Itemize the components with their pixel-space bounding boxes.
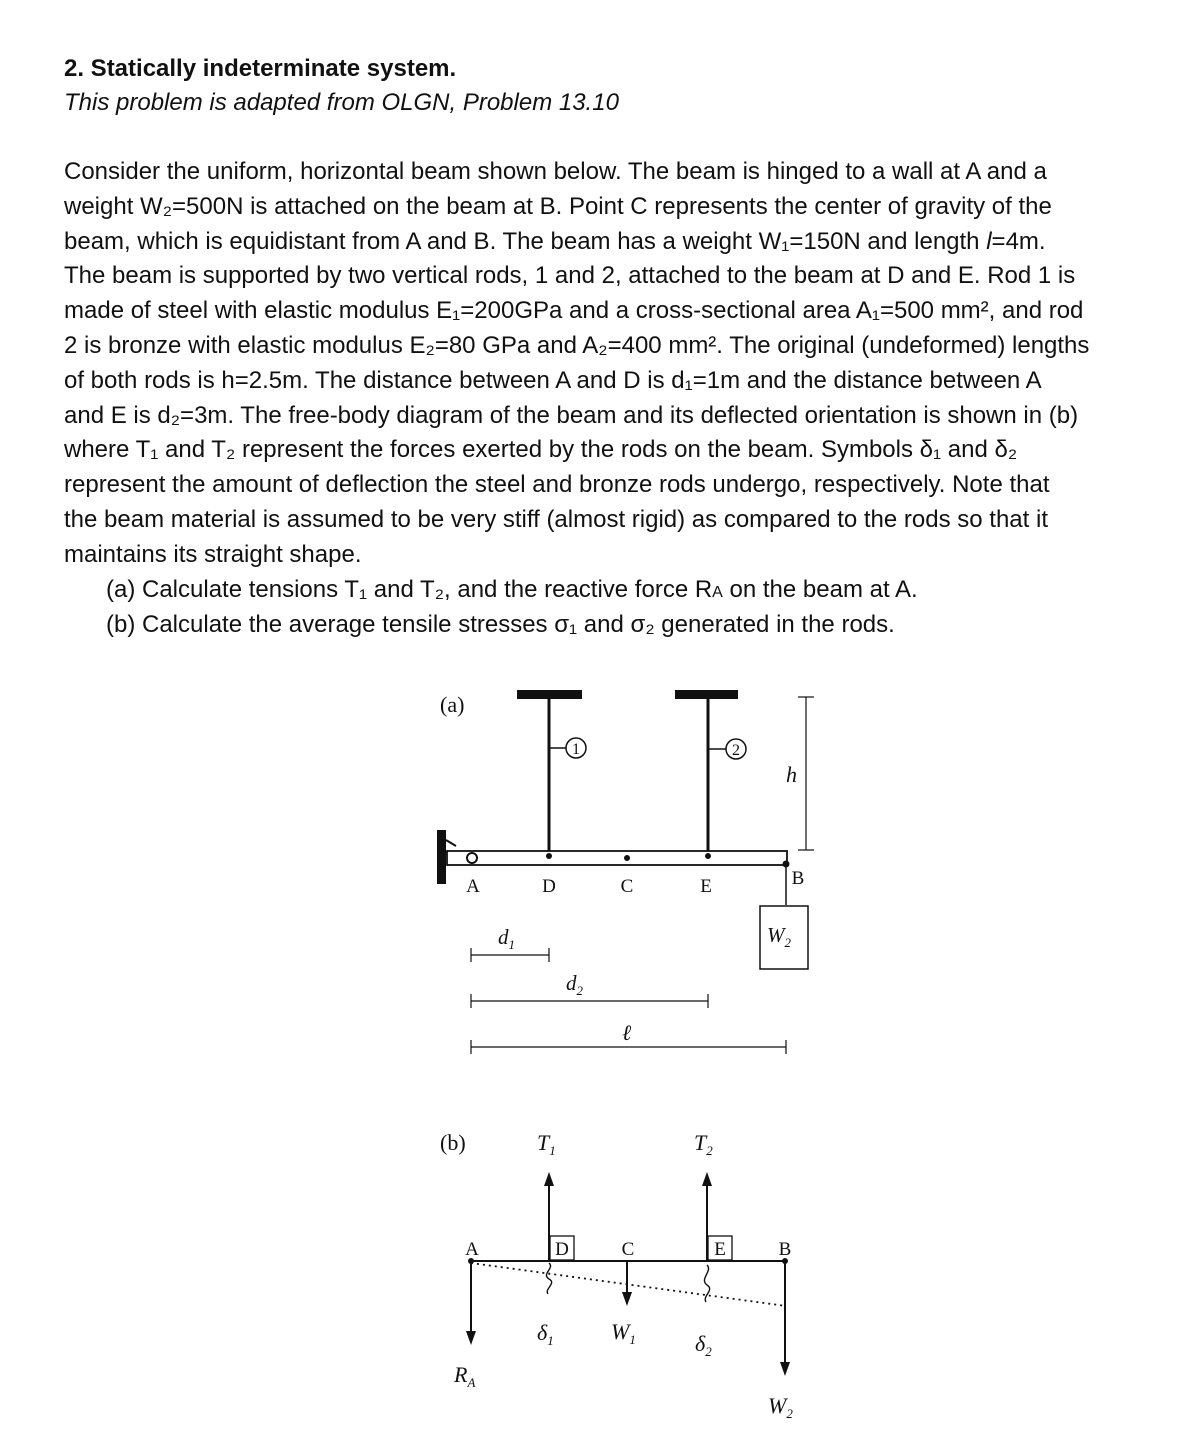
fbd-label-D: D [555,1239,569,1260]
figure-b-tag: (b) [440,1130,466,1155]
T2-subscript: 2 [706,1143,713,1158]
fbd-label-A: A [465,1239,479,1260]
fbd-W2-label [768,1393,793,1421]
statement-line: the beam material is assumed to be very stiff (almost rigid) as compared to the rods so that it [64,505,1048,533]
fbd-W2-subscript: 2 [786,1406,793,1421]
point-C-dot [624,855,630,861]
question-b: (b) Calculate the average tensile stresses σ₁ and σ₂ generated in the rods. [106,610,895,638]
length-symbol: l [986,227,992,255]
statement-line-text: beam, which is equidistant from A and B. The beam has a weight W₁=150N and length [64,227,987,255]
delta1-letter: δ [537,1320,548,1345]
fbd-W2-letter: W [768,1393,787,1418]
label-E: E [700,876,712,897]
rod-2-label: 2 [732,742,740,759]
T2-letter: T [694,1130,707,1155]
question-a-tail: on the beam at A. [722,576,918,603]
question-a-subscript: A [712,584,723,601]
d2-subscript: 2 [576,983,583,998]
delta1-subscript: 1 [547,1333,554,1348]
statement-line: The beam is supported by two vertical rods, 1 and 2, attached to the beam at D and E. Rod 1 is [64,262,1076,290]
w2-subscript: 2 [784,935,791,950]
ceiling-support-2 [675,690,738,699]
RA-arrow-head [466,1331,476,1345]
figure-b [440,1130,793,1421]
fbd-label-E: E [714,1239,726,1260]
delta2-letter: δ [695,1331,706,1356]
T1-label [537,1130,556,1158]
statement-line: 2 is bronze with elastic modulus E₂=80 GPa and A₂=400 mm². The original (undeformed) lengths [64,331,1090,359]
label-C: C [620,876,634,897]
label-B: B [791,868,805,889]
length-value: =4m. [991,227,1046,255]
T1-letter: T [537,1130,550,1155]
ceiling-support-1 [517,690,582,699]
question-a-text: (a) Calculate tensions T₁ and T₂, and the reactive force R [106,576,713,603]
RA-label [453,1362,475,1390]
length-label: ℓ [622,1020,632,1045]
h-label: h [786,762,797,787]
problem-source: This problem is adapted from OLGN, Problem 13.10 [64,89,619,116]
label-D: D [542,876,556,897]
point-E-dot [705,853,711,859]
d2-letter: d [566,971,577,995]
delta1-bracket [546,1263,551,1294]
delta2-label [695,1331,712,1359]
d1-letter: d [498,925,509,949]
figure-a-tag: (a) [440,692,465,717]
T2-arrow-head [702,1172,712,1186]
rod-1-label: 1 [572,741,580,758]
wall [437,830,446,884]
wall-hatch [446,840,456,846]
RA-subscript: A [467,1375,476,1390]
fbd-label-C: C [621,1239,635,1260]
W1-subscript: 1 [629,1332,636,1347]
statement-line: maintains its straight shape. [64,540,362,568]
beam [447,851,787,865]
W2-arrow-head [780,1362,790,1376]
W1-letter: W [611,1319,630,1344]
statement-line: made of steel with elastic modulus E₁=200GPa and a cross-sectional area A₁=500 mm², and rod [64,297,1084,325]
statement-line: of both rods is h=2.5m. The distance between A and D is d₁=1m and the distance between A [64,366,1042,394]
delta2-bracket [704,1265,709,1302]
statement-line: represent the amount of deflection the steel and bronze rods undergo, respectively. Note that [64,471,1050,499]
RA-letter: R [454,1362,468,1387]
statement-line: and E is d₂=3m. The free-body diagram of the beam and its deflected orientation is shown in (b) [64,401,1079,429]
T2-label [694,1130,713,1158]
T1-subscript: 1 [549,1143,556,1158]
point-D-dot [546,853,552,859]
delta1-label [537,1320,554,1348]
w2-letter: W [767,923,785,947]
d1-subscript: 1 [508,937,515,952]
d2-label [566,971,584,998]
statement-line: where T₁ and T₂ represent the forces exerted by the rods on the beam. Symbols δ₁ and δ₂ [64,436,1018,464]
statement-line: Consider the uniform, horizontal beam shown below. The beam is hinged to a wall at A and a [64,158,1047,185]
fbd-label-B: B [778,1239,792,1260]
W1-arrow-head [622,1292,632,1306]
d1-label [498,925,515,952]
figure-a [437,690,814,1054]
label-A: A [466,876,480,897]
problem-title: 2. Statically indeterminate system. [64,55,457,82]
T1-arrow-head [544,1172,554,1186]
delta2-subscript: 2 [705,1344,712,1359]
hinge-A [467,853,477,863]
statement-line: weight W₂=500N is attached on the beam at B. Point C represents the center of gravity of the [64,192,1052,220]
W1-label [611,1319,636,1347]
